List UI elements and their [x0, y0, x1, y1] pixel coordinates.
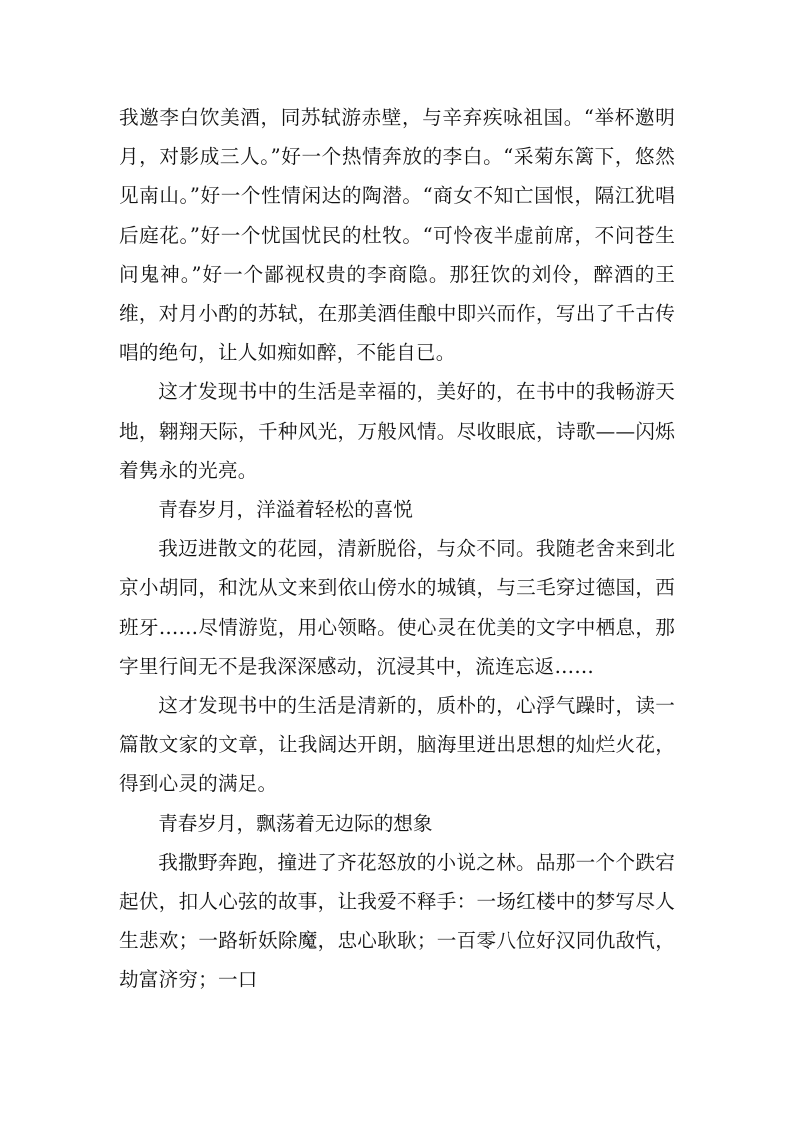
paragraph-poetry-reflection: 这才发现书中的生活是幸福的，美好的，在书中的我畅游天地，翱翔天际，千种风光，万般风情。尽收眼底，诗歌——闪烁着隽永的光亮。 — [119, 380, 675, 482]
document-body — [119, 98, 675, 1000]
paragraph-prose-reflection: 这才发现书中的生活是清新的，质朴的，心浮气躁时，读一篇散文家的文章，让我阔达开朗，脑海里迸出思想的灿烂火花，得到心灵的满足。 — [119, 694, 675, 796]
paragraph-poetry: 我邀李白饮美酒，同苏轼游赤壁，与辛弃疾咏祖国。“举杯邀明月，对影成三人。”好一个热情奔放的李白。“采菊东篱下，悠然见南山。”好一个性情闲达的陶潜。“商女不知亡国恨，隔江犹唱后庭花。”好一个忧国忧民的杜牧。“可怜夜半虚前席，不问苍生问鬼神。”好一个鄙视权贵的李商隐。那狂饮的刘伶，醉酒的王维，对月小酌的苏轼，在那美酒佳酿中即兴而作，写出了千古传唱的绝句，让人如痴如醉，不能自已。 — [119, 106, 675, 365]
section-heading-novel: 青春岁月，飘荡着无边际的想象 — [158, 811, 433, 835]
paragraph-prose: 我迈进散文的花园，清新脱俗，与众不同。我随老舍来到北京小胡同，和沈从文来到依山傍水的城镇，与三毛穿过德国，西班牙……尽情游览，用心领略。使心灵在优美的文字中栖息，那字里行间无不是我深深感动，沉浸其中，流连忘返…… — [119, 537, 675, 678]
section-heading-prose: 青春岁月，洋溢着轻松的喜悦 — [158, 498, 413, 522]
paragraph-novel: 我撒野奔跑，撞进了齐花怒放的小说之林。品那一个个跌宕起伏，扣人心弦的故事，让我爱不释手：一场红楼中的梦写尽人生悲欢；一路斩妖除魔，忠心耿耿；一百零八位好汉同仇敌忾，劫富济穷；一口 — [119, 850, 675, 992]
